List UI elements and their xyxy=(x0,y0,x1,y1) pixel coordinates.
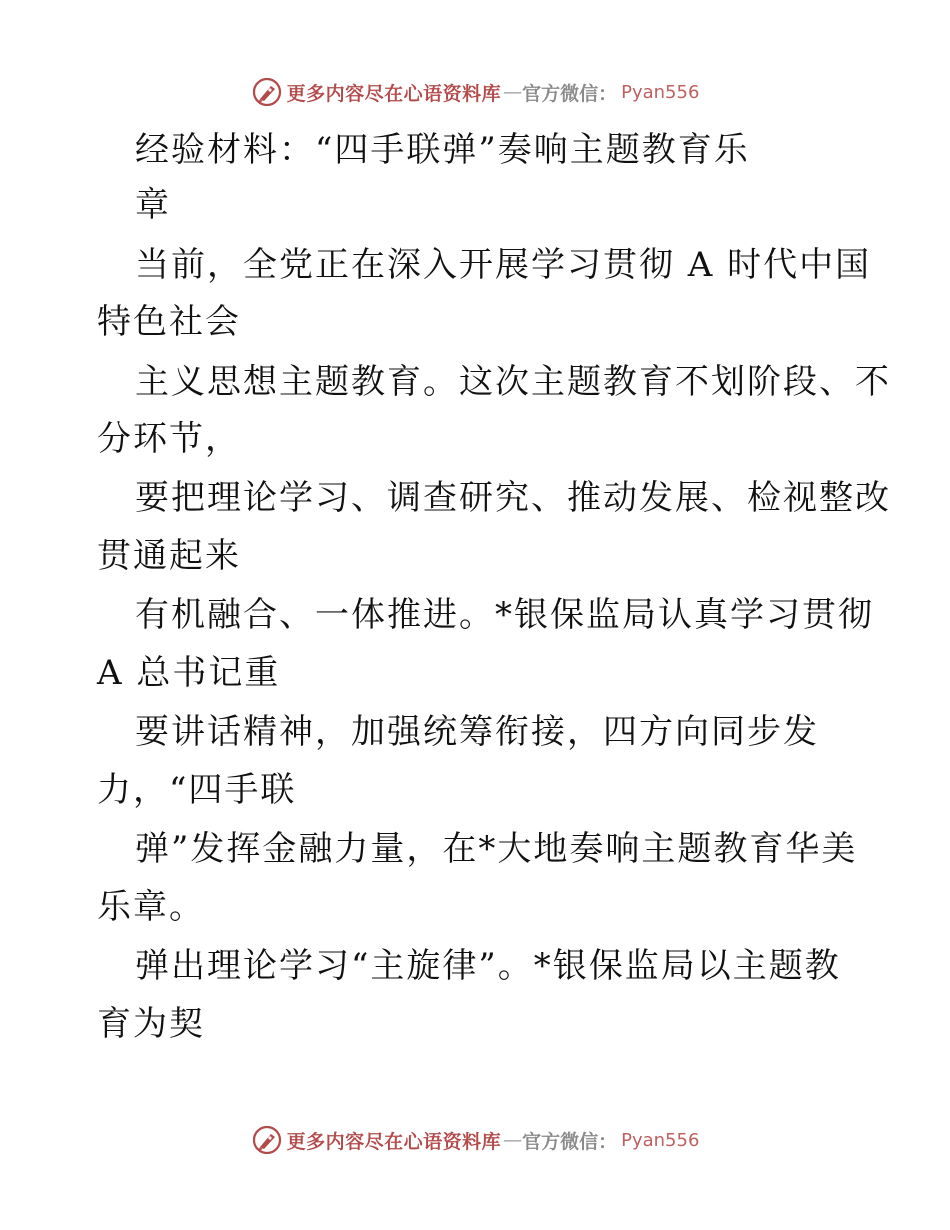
body-text-line: 特色社会 xyxy=(97,302,241,342)
body-text-line: 要把理论学习、调查研究、推动发展、检视整改 xyxy=(135,478,891,518)
watermark-label: 官方微信： xyxy=(522,1130,618,1153)
body-text-line: 有机融合、一体推进。*银保监局认真学习贯彻 xyxy=(135,595,874,635)
watermark-label: 官方微信： xyxy=(522,82,618,105)
body-text-line: 要讲话精神，加强统筹衔接，四方向同步发 xyxy=(135,712,819,752)
body-text-line: 当前，全党正在深入开展学习贯彻 A 时代中国 xyxy=(135,245,872,285)
watermark-dash: — xyxy=(503,1129,521,1151)
footer-watermark xyxy=(0,1120,950,1160)
body-text-line: A 总书记重 xyxy=(97,653,281,693)
body-text-line: 弹出理论学习“主旋律”。*银保监局以主题教 xyxy=(135,946,841,986)
body-text-line: 弹”发挥金融力量，在*大地奏响主题教育华美 xyxy=(135,829,858,869)
body-text-line: 育为契 xyxy=(97,1004,205,1044)
body-text-line: 贯通起来 xyxy=(97,536,241,576)
document-title-line-2: 章 xyxy=(135,185,171,225)
watermark-dash: — xyxy=(503,81,521,103)
body-text-line: 分环节， xyxy=(97,419,241,459)
pen-nib-logo-icon xyxy=(251,76,283,108)
watermark-text: 更多内容尽在心语资料库 xyxy=(286,1130,502,1153)
watermark-wechat-id: Pyan556 xyxy=(621,81,700,103)
watermark-text: 更多内容尽在心语资料库 xyxy=(286,82,502,105)
body-text-line: 乐章。 xyxy=(97,887,205,927)
body-text-line: 力，“四手联 xyxy=(97,770,297,810)
body-text-line: 主义思想主题教育。这次主题教育不划阶段、不 xyxy=(135,362,891,402)
pen-nib-logo-icon xyxy=(251,1124,283,1156)
watermark-wechat-id: Pyan556 xyxy=(621,1129,700,1151)
document-title-line-1: 经验材料：“四手联弹”奏响主题教育乐 xyxy=(135,130,750,170)
header-watermark xyxy=(0,72,950,112)
